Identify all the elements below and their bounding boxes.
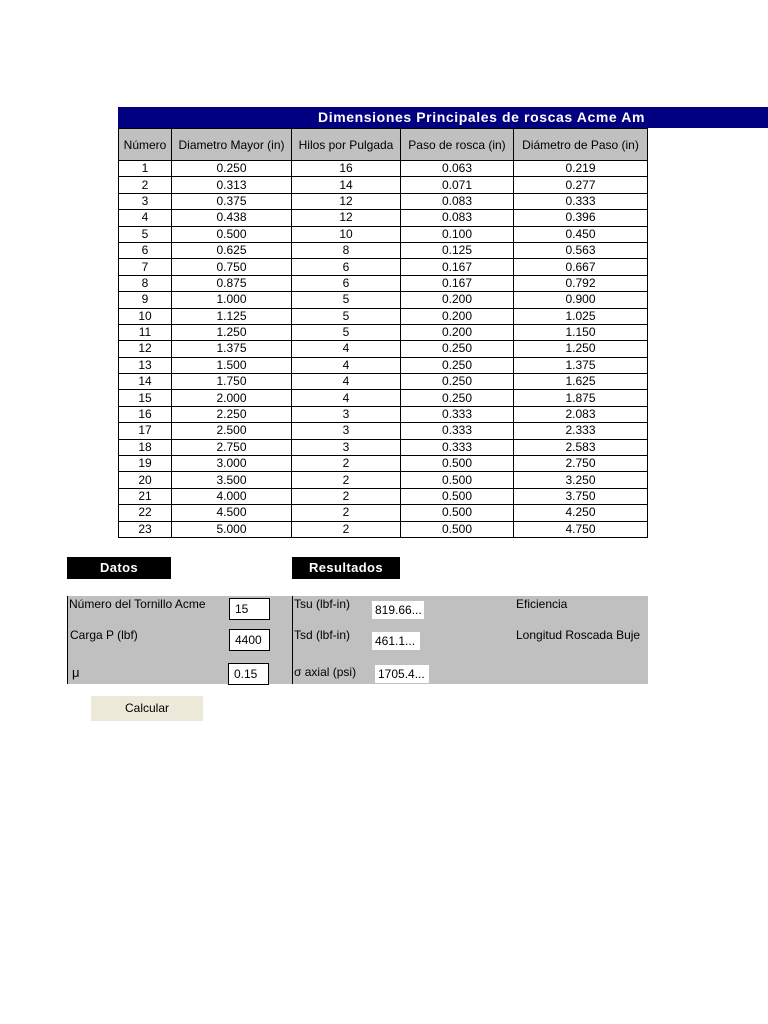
table-title: Dimensiones Principales de roscas Acme Am [318,109,646,125]
table-cell: 0.500 [401,505,514,521]
table-cell: 23 [119,521,172,537]
table-cell: 0.667 [514,259,648,275]
table-row [119,275,648,291]
column-header: Número [119,129,172,161]
table-row [119,292,648,308]
table-cell: 1.025 [514,308,648,324]
table-cell: 3 [292,406,401,422]
table-cell: 5 [292,292,401,308]
table-row [119,161,648,177]
table-cell: 1.250 [514,341,648,357]
table-cell: 0.277 [514,177,648,193]
table-cell: 7 [119,259,172,275]
table-cell: 6 [292,275,401,291]
table-row [119,406,648,422]
table-row [119,390,648,406]
table-cell: 6 [292,259,401,275]
table-cell: 0.250 [401,357,514,373]
table-cell: 2 [292,521,401,537]
table-cell: 1.000 [172,292,292,308]
table-cell: 1.150 [514,324,648,340]
tsd-output: 461.1... [372,632,420,650]
table-row [119,472,648,488]
eficiencia-label: Eficiencia [516,597,568,611]
table-cell: 0.333 [514,193,648,209]
tsd-label: Tsd (lbf-in) [294,628,351,642]
table-cell: 1.750 [172,374,292,390]
thread-dimensions-table [118,128,648,538]
table-cell: 13 [119,357,172,373]
table-cell: 3 [292,439,401,455]
table-cell: 5 [292,308,401,324]
resultados-panel-left-border [292,596,293,684]
column-header: Diámetro de Paso (in) [514,129,648,161]
table-cell: 0.333 [401,406,514,422]
mu-input[interactable]: 0.15 [228,663,269,685]
table-cell: 8 [119,275,172,291]
datos-panel-left-border [67,596,68,684]
table-cell: 9 [119,292,172,308]
table-cell: 0.083 [401,210,514,226]
table-cell: 4 [292,390,401,406]
table-cell: 5.000 [172,521,292,537]
tsu-label: Tsu (lbf-in) [294,597,351,611]
table-cell: 16 [292,161,401,177]
resultados-header: Resultados [292,557,400,579]
table-cell: 16 [119,406,172,422]
table-cell: 2.333 [514,423,648,439]
table-row [119,210,648,226]
table-cell: 1.250 [172,324,292,340]
table-cell: 1.375 [514,357,648,373]
table-cell: 1.375 [172,341,292,357]
table-cell: 0.250 [401,390,514,406]
table-cell: 8 [292,242,401,258]
table-cell: 3.500 [172,472,292,488]
table-row [119,341,648,357]
longitud-roscada-label: Longitud Roscada Buje [516,628,641,642]
table-row [119,423,648,439]
table-cell: 2.750 [514,456,648,472]
numero-tornillo-label: Número del Tornillo Acme [69,597,206,611]
table-header-row [119,129,648,161]
table-row [119,177,648,193]
table-cell: 12 [292,193,401,209]
table-row [119,242,648,258]
table-cell: 0.438 [172,210,292,226]
table-cell: 11 [119,324,172,340]
table-cell: 1.500 [172,357,292,373]
table-cell: 0.500 [401,521,514,537]
tsu-output: 819.66... [372,601,424,619]
table-cell: 0.250 [401,374,514,390]
table-cell: 15 [119,390,172,406]
table-body [119,161,648,538]
table-row [119,521,648,537]
table-cell: 21 [119,488,172,504]
table-cell: 1.875 [514,390,648,406]
table-cell: 22 [119,505,172,521]
calcular-button[interactable]: Calcular [91,696,203,721]
table-cell: 4 [292,341,401,357]
datos-header: Datos [67,557,171,579]
table-cell: 2 [292,488,401,504]
table-cell: 4 [119,210,172,226]
table-row [119,439,648,455]
table-cell: 0.875 [172,275,292,291]
table-cell: 0.450 [514,226,648,242]
table-cell: 17 [119,423,172,439]
table-cell: 0.900 [514,292,648,308]
table-cell: 4.000 [172,488,292,504]
table-row [119,357,648,373]
table-cell: 2.000 [172,390,292,406]
table-cell: 12 [292,210,401,226]
table-cell: 0.375 [172,193,292,209]
table-cell: 14 [119,374,172,390]
carga-label: Carga P (lbf) [70,628,138,642]
table-cell: 2 [292,472,401,488]
table-cell: 0.333 [401,439,514,455]
table-cell: 0.200 [401,308,514,324]
carga-input[interactable]: 4400 [229,629,270,651]
table-row [119,308,648,324]
table-row [119,374,648,390]
axial-output: 1705.4... [375,665,429,683]
column-header: Diametro Mayor (in) [172,129,292,161]
table-cell: 2.083 [514,406,648,422]
table-cell: 0.500 [401,456,514,472]
numero-tornillo-input[interactable]: 15 [229,598,270,620]
table-cell: 2.583 [514,439,648,455]
table-cell: 0.167 [401,259,514,275]
table-cell: 12 [119,341,172,357]
table-cell: 18 [119,439,172,455]
table-cell: 0.333 [401,423,514,439]
table-cell: 0.250 [401,341,514,357]
table-cell: 4.500 [172,505,292,521]
table-cell: 0.396 [514,210,648,226]
table-row [119,226,648,242]
table-cell: 1.625 [514,374,648,390]
table-cell: 5 [292,324,401,340]
table-cell: 6 [119,242,172,258]
table-cell: 2 [119,177,172,193]
table-cell: 0.750 [172,259,292,275]
table-cell: 3 [292,423,401,439]
column-header: Hilos por Pulgada [292,129,401,161]
table-cell: 20 [119,472,172,488]
table-row [119,324,648,340]
table-cell: 0.125 [401,242,514,258]
table-cell: 4.250 [514,505,648,521]
table-cell: 4 [292,357,401,373]
table-cell: 0.083 [401,193,514,209]
table-row [119,488,648,504]
table-cell: 14 [292,177,401,193]
table-cell: 0.200 [401,324,514,340]
table-row [119,259,648,275]
table-cell: 3.750 [514,488,648,504]
table-cell: 2.250 [172,406,292,422]
table-cell: 10 [119,308,172,324]
table-cell: 0.313 [172,177,292,193]
table-cell: 0.219 [514,161,648,177]
table-cell: 0.063 [401,161,514,177]
table-cell: 2.500 [172,423,292,439]
table-title-banner [118,107,768,128]
table-cell: 0.500 [401,488,514,504]
table-cell: 0.563 [514,242,648,258]
table-row [119,505,648,521]
table-cell: 19 [119,456,172,472]
table-cell: 5 [119,226,172,242]
mu-label: μ [72,665,80,680]
table-cell: 10 [292,226,401,242]
table-cell: 0.100 [401,226,514,242]
table-cell: 4.750 [514,521,648,537]
table-row [119,193,648,209]
axial-label: σ axial (psi) [294,665,357,679]
table-cell: 0.167 [401,275,514,291]
table-cell: 0.500 [172,226,292,242]
table-cell: 4 [292,374,401,390]
table-cell: 0.792 [514,275,648,291]
table-cell: 3 [119,193,172,209]
table-cell: 0.071 [401,177,514,193]
table-cell: 3.000 [172,456,292,472]
table-row [119,456,648,472]
table-cell: 1.125 [172,308,292,324]
table-cell: 0.250 [172,161,292,177]
table-cell: 1 [119,161,172,177]
table-cell: 2 [292,456,401,472]
table-cell: 0.200 [401,292,514,308]
column-header: Paso de rosca (in) [401,129,514,161]
table-cell: 2 [292,505,401,521]
table-cell: 0.500 [401,472,514,488]
table-cell: 2.750 [172,439,292,455]
table-cell: 0.625 [172,242,292,258]
table-cell: 3.250 [514,472,648,488]
